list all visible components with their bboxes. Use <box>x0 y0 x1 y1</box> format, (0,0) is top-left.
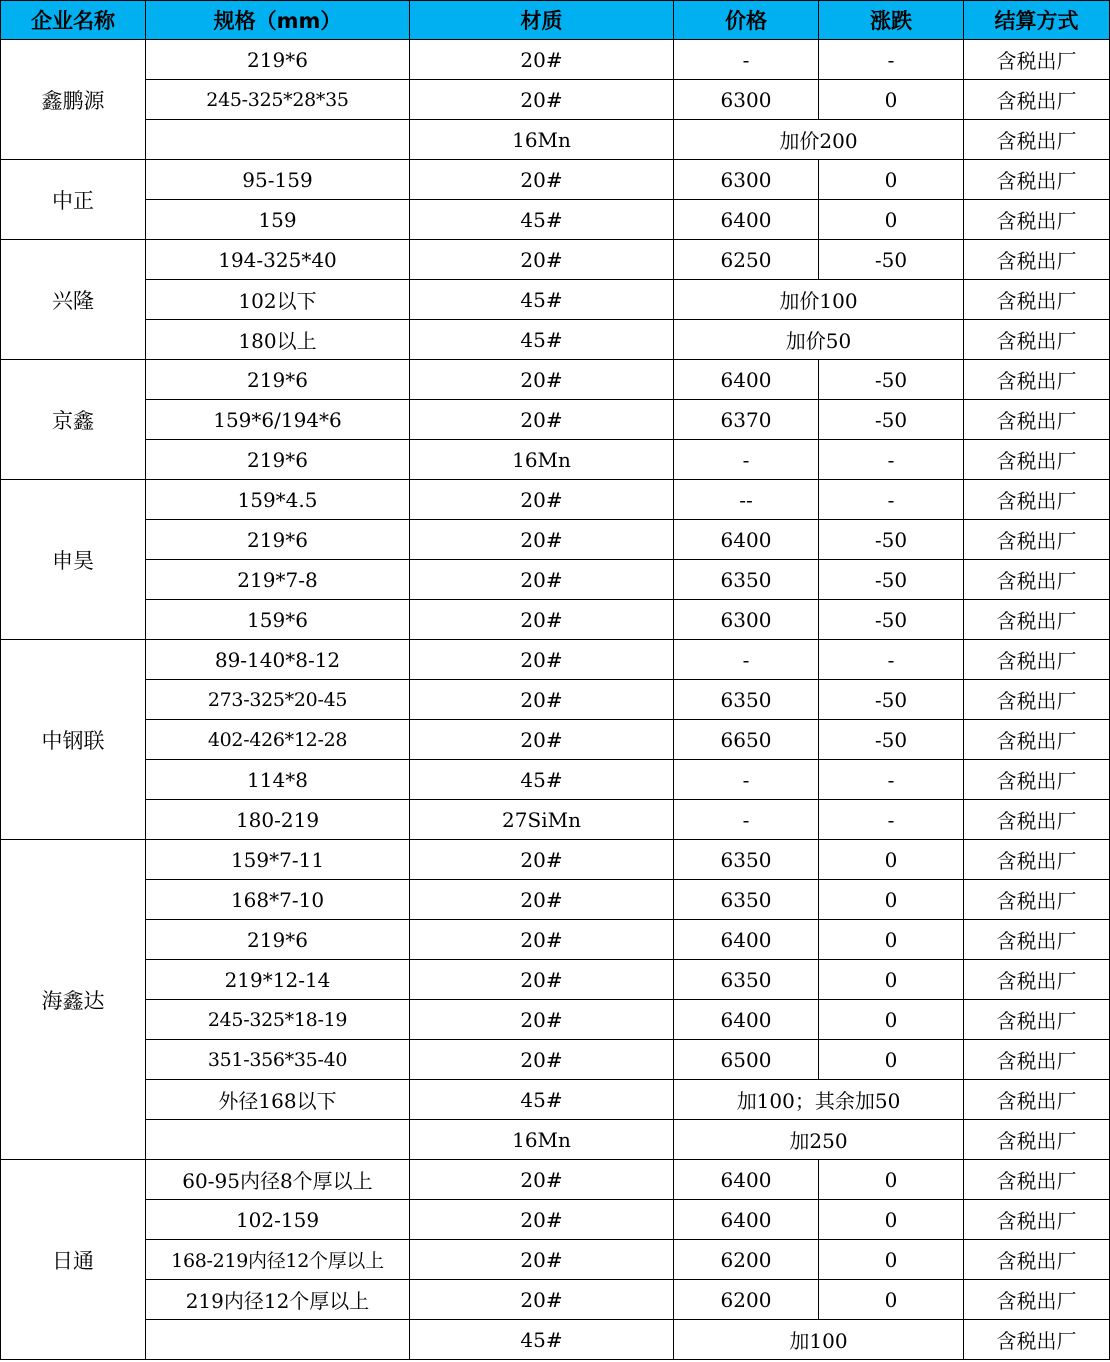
price-cell: 6200 <box>674 1280 819 1320</box>
price-cell: 6400 <box>674 920 819 960</box>
spec-cell: 351-356*35-40 <box>146 1040 410 1080</box>
spec-cell: 245-325*18-19 <box>146 1000 410 1040</box>
price-note-cell: 加250 <box>674 1120 964 1160</box>
table-row <box>1 680 1110 720</box>
price-cell: 6400 <box>674 200 819 240</box>
spec-cell: 402-426*12-28 <box>146 720 410 760</box>
table-row <box>1 80 1110 120</box>
company-cell: 中正 <box>1 160 146 240</box>
table-row <box>1 520 1110 560</box>
change-cell: 0 <box>819 880 964 920</box>
change-cell: 0 <box>819 840 964 880</box>
table-row <box>1 480 1110 520</box>
settlement-cell: 含税出厂 <box>964 1200 1110 1240</box>
spec-cell: 外径168以下 <box>146 1080 410 1120</box>
spec-cell: 159*6/194*6 <box>146 400 410 440</box>
price-cell: 6400 <box>674 1160 819 1200</box>
spec-cell: 273-325*20-45 <box>146 680 410 720</box>
price-cell: 6300 <box>674 600 819 640</box>
price-cell: 6400 <box>674 1000 819 1040</box>
material-cell: 16Mn <box>410 1120 674 1160</box>
change-cell: 0 <box>819 1280 964 1320</box>
change-cell: 0 <box>819 80 964 120</box>
change-cell: -50 <box>819 520 964 560</box>
change-cell: -50 <box>819 680 964 720</box>
spec-cell: 159*6 <box>146 600 410 640</box>
material-cell: 20# <box>410 640 674 680</box>
table-row <box>1 200 1110 240</box>
price-cell: 6400 <box>674 1200 819 1240</box>
price-note-cell: 加100；其余加50 <box>674 1080 964 1120</box>
spec-cell: 60-95内径8个厚以上 <box>146 1160 410 1200</box>
price-cell: 6300 <box>674 80 819 120</box>
material-cell: 20# <box>410 1000 674 1040</box>
table-row <box>1 1000 1110 1040</box>
change-cell: 0 <box>819 1200 964 1240</box>
settlement-cell: 含税出厂 <box>964 1240 1110 1280</box>
settlement-cell: 含税出厂 <box>964 920 1110 960</box>
material-cell: 20# <box>410 600 674 640</box>
settlement-cell: 含税出厂 <box>964 440 1110 480</box>
price-note-cell: 加价200 <box>674 120 964 160</box>
header-change: 涨跌 <box>819 1 964 40</box>
material-cell: 20# <box>410 920 674 960</box>
material-cell: 45# <box>410 760 674 800</box>
material-cell: 45# <box>410 320 674 360</box>
company-cell: 兴隆 <box>1 240 146 360</box>
settlement-cell: 含税出厂 <box>964 1040 1110 1080</box>
spec-cell: 219*6 <box>146 440 410 480</box>
header-settlement: 结算方式 <box>964 1 1110 40</box>
table-row <box>1 1040 1110 1080</box>
price-cell: 6370 <box>674 400 819 440</box>
table-row <box>1 160 1110 200</box>
settlement-cell: 含税出厂 <box>964 520 1110 560</box>
spec-cell: 219*6 <box>146 360 410 400</box>
change-cell: - <box>819 640 964 680</box>
settlement-cell: 含税出厂 <box>964 1080 1110 1120</box>
material-cell: 20# <box>410 360 674 400</box>
price-cell: - <box>674 640 819 680</box>
change-cell: 0 <box>819 1240 964 1280</box>
change-cell: - <box>819 440 964 480</box>
spec-cell: 95-159 <box>146 160 410 200</box>
price-cell: - <box>674 440 819 480</box>
price-cell: 6500 <box>674 1040 819 1080</box>
material-cell: 27SiMn <box>410 800 674 840</box>
settlement-cell: 含税出厂 <box>964 960 1110 1000</box>
table-row <box>1 360 1110 400</box>
material-cell: 20# <box>410 720 674 760</box>
table-row <box>1 760 1110 800</box>
change-cell: 0 <box>819 160 964 200</box>
price-cell: 6250 <box>674 240 819 280</box>
spec-cell: 102-159 <box>146 1200 410 1240</box>
spec-cell: 219*7-8 <box>146 560 410 600</box>
table-row <box>1 1200 1110 1240</box>
price-note-cell: 加价100 <box>674 280 964 320</box>
change-cell: 0 <box>819 1040 964 1080</box>
spec-cell: 159 <box>146 200 410 240</box>
settlement-cell: 含税出厂 <box>964 600 1110 640</box>
price-cell: - <box>674 760 819 800</box>
spec-cell: 168-219内径12个厚以上 <box>146 1240 410 1280</box>
header-material: 材质 <box>410 1 674 40</box>
company-cell: 日通 <box>1 1160 146 1360</box>
table-body <box>1 40 1110 1360</box>
settlement-cell: 含税出厂 <box>964 560 1110 600</box>
spec-cell: 159*7-11 <box>146 840 410 880</box>
material-cell: 45# <box>410 1080 674 1120</box>
table-row <box>1 640 1110 680</box>
header-price: 价格 <box>674 1 819 40</box>
change-cell: -50 <box>819 600 964 640</box>
settlement-cell: 含税出厂 <box>964 880 1110 920</box>
material-cell: 20# <box>410 880 674 920</box>
settlement-cell: 含税出厂 <box>964 640 1110 680</box>
material-cell: 20# <box>410 40 674 80</box>
settlement-cell: 含税出厂 <box>964 280 1110 320</box>
table-row <box>1 1320 1110 1360</box>
header-row <box>1 1 1110 40</box>
spec-cell <box>146 1120 410 1160</box>
table-row <box>1 120 1110 160</box>
company-cell: 鑫鹏源 <box>1 40 146 160</box>
material-cell: 20# <box>410 1040 674 1080</box>
change-cell: -50 <box>819 400 964 440</box>
table-row <box>1 880 1110 920</box>
material-cell: 45# <box>410 280 674 320</box>
company-cell: 海鑫达 <box>1 840 146 1160</box>
material-cell: 20# <box>410 480 674 520</box>
material-cell: 16Mn <box>410 120 674 160</box>
spec-cell <box>146 120 410 160</box>
table-row <box>1 560 1110 600</box>
change-cell: -50 <box>819 240 964 280</box>
table-row <box>1 1120 1110 1160</box>
material-cell: 20# <box>410 1200 674 1240</box>
table-row <box>1 1280 1110 1320</box>
settlement-cell: 含税出厂 <box>964 320 1110 360</box>
change-cell: 0 <box>819 920 964 960</box>
table-row <box>1 840 1110 880</box>
table-row <box>1 720 1110 760</box>
settlement-cell: 含税出厂 <box>964 120 1110 160</box>
spec-cell: 168*7-10 <box>146 880 410 920</box>
settlement-cell: 含税出厂 <box>964 1000 1110 1040</box>
header-spec: 规格（mm） <box>146 1 410 40</box>
table-row <box>1 1080 1110 1120</box>
price-cell: 6300 <box>674 160 819 200</box>
settlement-cell: 含税出厂 <box>964 480 1110 520</box>
settlement-cell: 含税出厂 <box>964 800 1110 840</box>
change-cell: 0 <box>819 960 964 1000</box>
spec-cell: 159*4.5 <box>146 480 410 520</box>
settlement-cell: 含税出厂 <box>964 720 1110 760</box>
material-cell: 20# <box>410 1240 674 1280</box>
material-cell: 20# <box>410 160 674 200</box>
material-cell: 20# <box>410 400 674 440</box>
material-cell: 20# <box>410 240 674 280</box>
settlement-cell: 含税出厂 <box>964 840 1110 880</box>
price-cell: 6650 <box>674 720 819 760</box>
price-note-cell: 加100 <box>674 1320 964 1360</box>
change-cell: 0 <box>819 1160 964 1200</box>
spec-cell: 180-219 <box>146 800 410 840</box>
price-cell: 6400 <box>674 360 819 400</box>
price-cell: - <box>674 40 819 80</box>
table-row <box>1 800 1110 840</box>
table-row <box>1 400 1110 440</box>
settlement-cell: 含税出厂 <box>964 160 1110 200</box>
spec-cell: 219*6 <box>146 40 410 80</box>
material-cell: 45# <box>410 1320 674 1360</box>
settlement-cell: 含税出厂 <box>964 240 1110 280</box>
change-cell: -50 <box>819 360 964 400</box>
settlement-cell: 含税出厂 <box>964 1160 1110 1200</box>
table-row <box>1 40 1110 80</box>
header-company: 企业名称 <box>1 1 146 40</box>
price-cell: -- <box>674 480 819 520</box>
price-cell: 6200 <box>674 1240 819 1280</box>
spec-cell: 89-140*8-12 <box>146 640 410 680</box>
material-cell: 20# <box>410 520 674 560</box>
material-cell: 20# <box>410 1160 674 1200</box>
price-cell: 6350 <box>674 560 819 600</box>
spec-cell: 245-325*28*35 <box>146 80 410 120</box>
settlement-cell: 含税出厂 <box>964 360 1110 400</box>
settlement-cell: 含税出厂 <box>964 40 1110 80</box>
table-row <box>1 320 1110 360</box>
company-cell: 中钢联 <box>1 640 146 840</box>
table-row <box>1 280 1110 320</box>
settlement-cell: 含税出厂 <box>964 1120 1110 1160</box>
spec-cell: 180以上 <box>146 320 410 360</box>
material-cell: 20# <box>410 1280 674 1320</box>
spec-cell: 219内径12个厚以上 <box>146 1280 410 1320</box>
table-row <box>1 1160 1110 1200</box>
price-cell: 6350 <box>674 680 819 720</box>
change-cell: 0 <box>819 200 964 240</box>
table-row <box>1 600 1110 640</box>
change-cell: - <box>819 480 964 520</box>
company-cell: 京鑫 <box>1 360 146 480</box>
spec-cell <box>146 1320 410 1360</box>
spec-cell: 194-325*40 <box>146 240 410 280</box>
settlement-cell: 含税出厂 <box>964 1320 1110 1360</box>
spec-cell: 219*6 <box>146 520 410 560</box>
settlement-cell: 含税出厂 <box>964 680 1110 720</box>
price-cell: 6350 <box>674 880 819 920</box>
material-cell: 20# <box>410 560 674 600</box>
settlement-cell: 含税出厂 <box>964 80 1110 120</box>
material-cell: 45# <box>410 200 674 240</box>
spec-cell: 219*6 <box>146 920 410 960</box>
change-cell: -50 <box>819 560 964 600</box>
material-cell: 20# <box>410 840 674 880</box>
material-cell: 20# <box>410 680 674 720</box>
table-row <box>1 960 1110 1000</box>
change-cell: - <box>819 40 964 80</box>
change-cell: - <box>819 760 964 800</box>
table-row <box>1 920 1110 960</box>
spec-cell: 102以下 <box>146 280 410 320</box>
settlement-cell: 含税出厂 <box>964 760 1110 800</box>
material-cell: 20# <box>410 80 674 120</box>
material-cell: 16Mn <box>410 440 674 480</box>
table-row <box>1 440 1110 480</box>
settlement-cell: 含税出厂 <box>964 200 1110 240</box>
material-cell: 20# <box>410 960 674 1000</box>
price-cell: 6350 <box>674 840 819 880</box>
spec-cell: 114*8 <box>146 760 410 800</box>
price-cell: 6350 <box>674 960 819 1000</box>
change-cell: -50 <box>819 720 964 760</box>
price-cell: 6400 <box>674 520 819 560</box>
spec-cell: 219*12-14 <box>146 960 410 1000</box>
change-cell: 0 <box>819 1000 964 1040</box>
table-row <box>1 1240 1110 1280</box>
settlement-cell: 含税出厂 <box>964 1280 1110 1320</box>
price-cell: - <box>674 800 819 840</box>
settlement-cell: 含税出厂 <box>964 400 1110 440</box>
price-note-cell: 加价50 <box>674 320 964 360</box>
change-cell: - <box>819 800 964 840</box>
company-cell: 申昊 <box>1 480 146 640</box>
table-row <box>1 240 1110 280</box>
